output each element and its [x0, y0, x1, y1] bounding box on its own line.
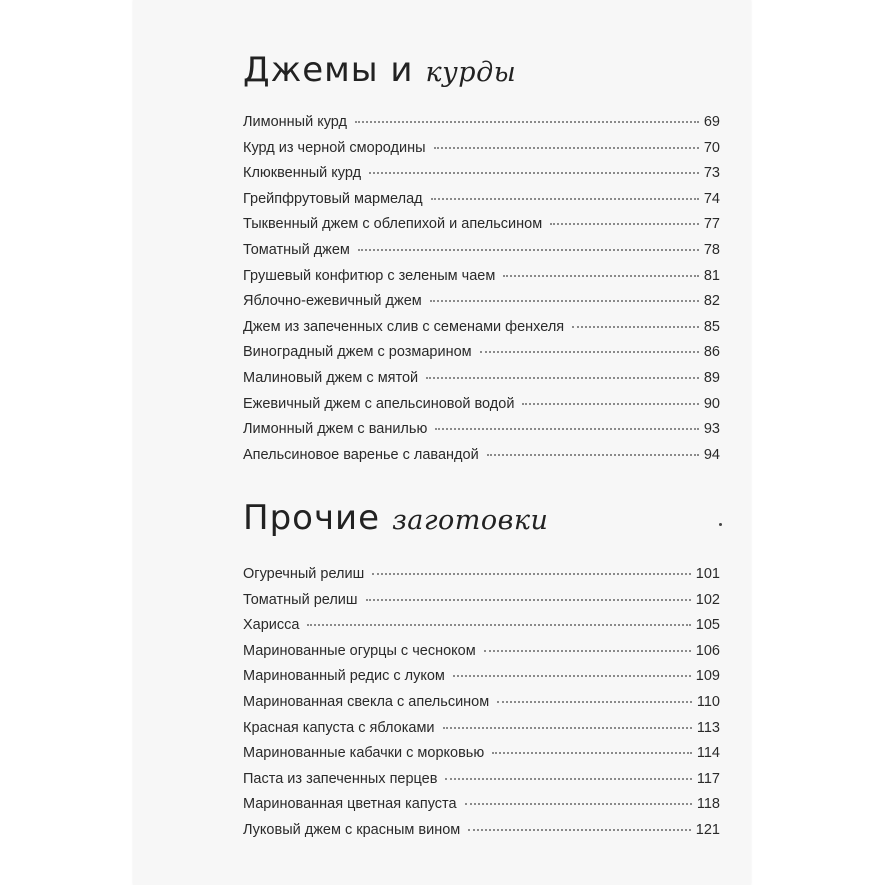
dot-leader: [468, 829, 691, 831]
toc-entry-title: Маринованные огурцы с чесноком: [243, 642, 476, 659]
toc-entry-page-number: 89: [703, 369, 720, 386]
toc-entry-title: Грейпфрутовый мармелад: [243, 190, 423, 207]
toc-entry: [243, 140, 720, 166]
toc-entry-page-number: 114: [696, 745, 720, 762]
toc-entry-title: Виноградный джем с розмарином: [243, 344, 472, 361]
toc-entry: [243, 745, 720, 771]
toc-entry-title: Яблочно-ежевичный джем: [243, 293, 422, 310]
toc-entry-page-number: 86: [703, 344, 720, 361]
toc-entry-page-number: 74: [703, 190, 720, 207]
toc-entry-title: Томатный джем: [243, 241, 350, 258]
toc-entry-title: Лимонный джем с ванилью: [243, 421, 428, 438]
toc-entry-page-number: 93: [703, 421, 720, 438]
toc-entry-title: Томатный релиш: [243, 591, 358, 608]
toc-entry-title: Грушевый конфитюр с зеленым чаем: [243, 267, 496, 284]
dot-leader: [445, 778, 691, 780]
toc-entry: [243, 319, 720, 345]
toc-entry: [243, 771, 720, 797]
toc-entry-page-number: 102: [695, 591, 720, 608]
toc-entry: [243, 268, 720, 294]
section-title-plain: Прочие: [243, 498, 381, 538]
toc-entry: [243, 191, 720, 217]
toc-entry: [243, 668, 720, 694]
toc-entry-title: Маринованные кабачки с морковью: [243, 745, 485, 762]
toc-entry: [243, 165, 720, 191]
toc-entry-page-number: 113: [696, 719, 720, 736]
toc-entry-title: Тыквенный джем с облепихой и апельсином: [243, 216, 543, 233]
toc-entry-page-number: 101: [695, 566, 720, 582]
toc-entry: [243, 216, 720, 242]
toc-entry: [243, 447, 720, 473]
toc-entry-page-number: 82: [703, 293, 720, 310]
section-title-plain: Джемы и: [243, 50, 414, 90]
toc-entry-title: Харисса: [243, 617, 300, 634]
dot-leader: [431, 198, 699, 200]
dot-leader: [453, 675, 691, 677]
toc-entry-page-number: 105: [695, 617, 720, 634]
toc-entry-page-number: 110: [696, 693, 720, 710]
toc-entry-title: Огуречный релиш: [243, 566, 365, 582]
toc-entry-title: Джем из запеченных слив с семенами фенхеля: [243, 318, 565, 335]
dot-leader: [492, 752, 692, 754]
dot-leader: [426, 377, 699, 379]
dot-leader: [366, 599, 691, 601]
toc-entry-page-number: 90: [703, 395, 720, 412]
toc-entry: [243, 643, 720, 669]
dot-leader: [435, 428, 699, 430]
dot-leader: [465, 803, 692, 805]
toc-entry-title: Маринованная свекла с апельсином: [243, 693, 490, 710]
toc-entry: [243, 242, 720, 268]
toc-entry-title: Красная капуста с яблоками: [243, 719, 435, 736]
section-title-script: заготовки: [392, 505, 549, 536]
toc-entry: [243, 370, 720, 396]
toc-entry-title: Паста из запеченных перцев: [243, 770, 438, 787]
toc-entry-page-number: 121: [695, 821, 720, 838]
dot-leader: [480, 351, 699, 353]
toc-entry-page-number: 94: [703, 446, 720, 463]
toc-entry-page-number: 69: [703, 114, 720, 130]
toc-list-jams: [243, 114, 720, 472]
section-title-script: курды: [425, 57, 517, 88]
toc-entry: [243, 396, 720, 422]
toc-entry-page-number: 77: [703, 216, 720, 233]
dot-leader: [369, 172, 699, 174]
toc-entry-page-number: 73: [703, 165, 720, 182]
toc-entry: [243, 344, 720, 370]
dot-leader: [307, 624, 690, 626]
toc-entry: [243, 617, 720, 643]
decorative-dot: [719, 523, 722, 526]
toc-entry-title: Курд из черной смородины: [243, 139, 426, 156]
toc-entry-page-number: 109: [695, 668, 720, 685]
dot-leader: [550, 223, 699, 225]
toc-entry-page-number: 70: [703, 139, 720, 156]
toc-entry-title: Луковый джем с красным вином: [243, 821, 461, 838]
toc-entry-title: Клюквенный курд: [243, 165, 362, 182]
dot-leader: [430, 300, 699, 302]
toc-entry: [243, 822, 720, 848]
toc-entry: [243, 720, 720, 746]
dot-leader: [572, 326, 699, 328]
toc-list-preserves: [243, 566, 720, 848]
dot-leader: [503, 275, 699, 277]
dot-leader: [355, 121, 699, 123]
toc-entry: [243, 293, 720, 319]
toc-entry-page-number: 85: [703, 318, 720, 335]
section-title-jams: [243, 50, 516, 90]
dot-leader: [443, 727, 692, 729]
toc-entry-title: Маринованная цветная капуста: [243, 796, 457, 813]
toc-entry-title: Маринованный редис с луком: [243, 668, 445, 685]
dot-leader: [497, 701, 692, 703]
toc-entry: [243, 114, 720, 140]
toc-entry-page-number: 81: [703, 267, 720, 284]
dot-leader: [372, 573, 691, 575]
dot-leader: [484, 650, 691, 652]
dot-leader: [358, 249, 699, 251]
toc-entry: [243, 421, 720, 447]
toc-entry-page-number: 118: [696, 796, 720, 813]
toc-entry: [243, 796, 720, 822]
toc-entry-page-number: 78: [703, 241, 720, 258]
dot-leader: [522, 403, 698, 405]
toc-entry: [243, 592, 720, 618]
toc-entry-title: Малиновый джем с мятой: [243, 369, 419, 386]
dot-leader: [434, 147, 699, 149]
toc-entry-title: Ежевичный джем с апельсиновой водой: [243, 395, 515, 412]
toc-entry: [243, 566, 720, 592]
toc-entry-page-number: 106: [695, 642, 720, 659]
section-title-preserves: [243, 498, 548, 538]
toc-entry-title: Апельсиновое варенье с лавандой: [243, 446, 479, 463]
toc-entry-page-number: 117: [696, 770, 720, 787]
toc-entry: [243, 694, 720, 720]
dot-leader: [487, 454, 699, 456]
toc-entry-title: Лимонный курд: [243, 114, 347, 130]
